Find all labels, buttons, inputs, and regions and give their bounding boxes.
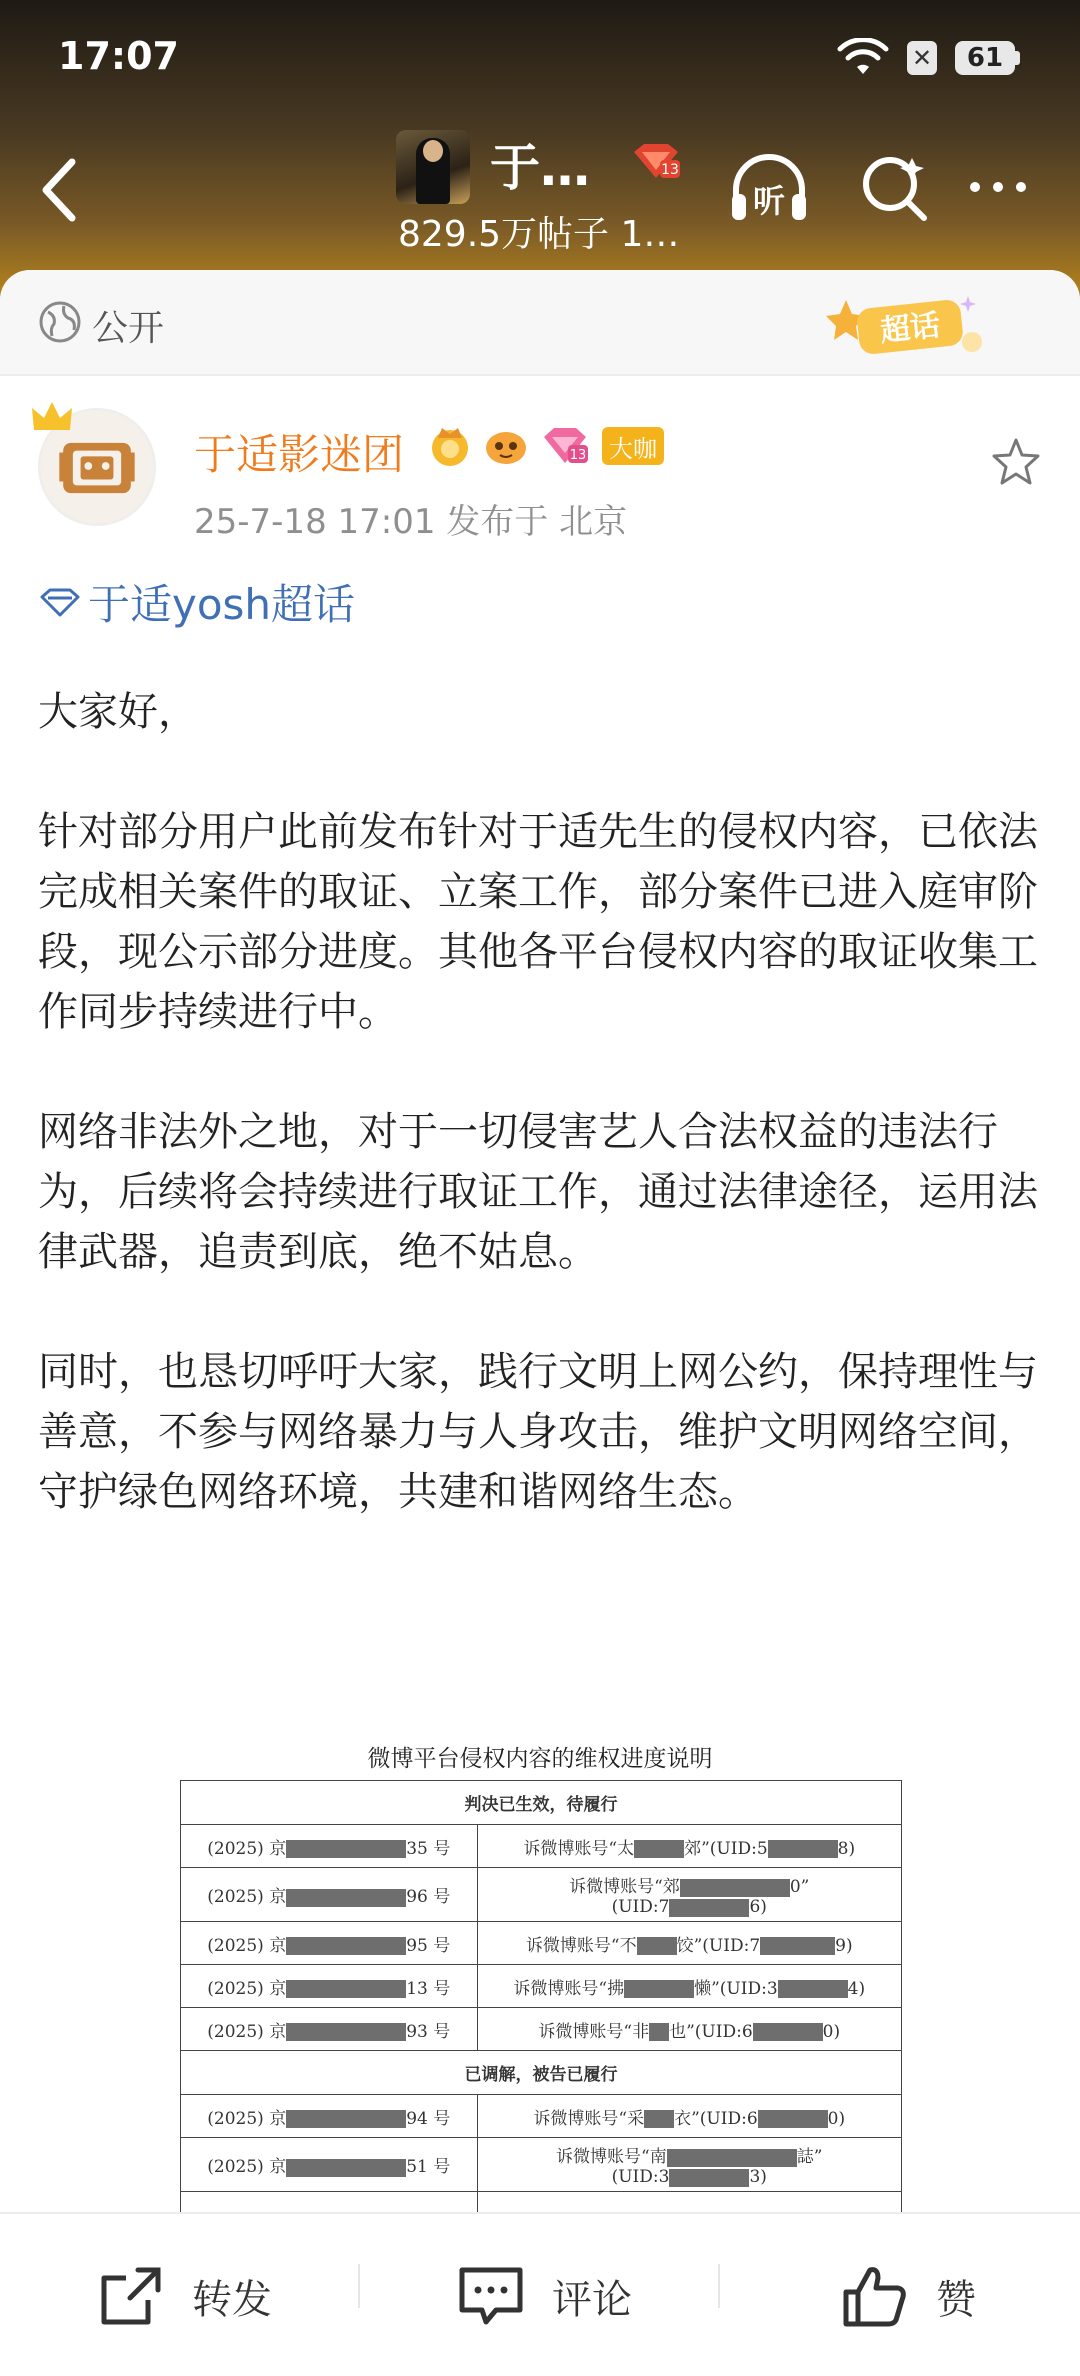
wifi-icon: [837, 38, 889, 78]
diamond-topic-icon: [38, 587, 82, 617]
topic-header: [0, 0, 1080, 300]
favorite-star-icon[interactable]: [990, 436, 1042, 488]
bottom-action-bar: [0, 2212, 1080, 2376]
section-heading: 判决已生效，待履行: [181, 1781, 902, 1825]
section-heading: 已调解，被告已履行: [181, 2051, 902, 2095]
search-icon[interactable]: [858, 152, 932, 226]
post-paragraph: 大家好，: [38, 689, 198, 735]
like-button[interactable]: [840, 2214, 976, 2376]
medal-badge-icon: [428, 424, 472, 468]
divider: [718, 2264, 720, 2308]
topic-stats: 829.5万帖子 1…: [398, 214, 680, 255]
document-title: 微博平台侵权内容的维权进度说明: [367, 1746, 713, 1772]
crown-icon: [30, 400, 76, 436]
case-table: [180, 1780, 902, 2230]
post-paragraph: 针对部分用户此前发布针对于适先生的侵权内容，已依法完成相关案件的取证、立案工作，部分案件已进入庭审阶段，现公示部分进度。其他各平台侵权内容的取证收集工作同步持续进行中。: [38, 809, 1038, 1035]
repost-button[interactable]: [96, 2214, 272, 2376]
no-sim-icon: ✕: [907, 41, 937, 75]
table-row: (2025) 京 93 号 诉微博账号“非 也”(UID:6 0): [181, 2008, 902, 2051]
rank-badge: 大咖: [602, 427, 664, 465]
topic-tag-label: 于适yosh超话: [88, 580, 356, 629]
visibility-label: 公开: [92, 308, 165, 349]
fan-badge-icon: [484, 424, 528, 468]
table-row: (2025) 京 13 号 诉微博账号“拂 懒”(UID:3 4): [181, 1965, 902, 2008]
thumbs-up-icon: [840, 2264, 910, 2328]
more-options-icon[interactable]: [970, 172, 1040, 202]
table-row: (2025) 京 51 号 诉微博账号“南 誌” (UID:3 3): [181, 2138, 902, 2192]
author-name[interactable]: 于适影迷团: [194, 430, 405, 479]
comment-button[interactable]: [456, 2214, 632, 2376]
comment-icon: [456, 2264, 526, 2328]
post-paragraph: 网络非法外之地，对于一切侵害艺人合法权益的违法行为，后续将会持续进行取证工作，通过法律途径，运用法律武器，追责到底，绝不姑息。: [38, 1109, 1038, 1275]
repost-icon: [96, 2264, 166, 2328]
diamond-badge-icon: [540, 425, 590, 467]
globe-icon: [38, 300, 82, 344]
post-meta: 25-7-18 17:01 发布于 北京: [194, 502, 628, 542]
back-arrow-icon[interactable]: [30, 150, 90, 230]
topic-title[interactable]: 于…: [490, 139, 590, 197]
chaohua-label: 超话: [878, 307, 942, 350]
listen-icon[interactable]: [728, 150, 810, 228]
table-row: (2025) 京 35 号 诉微博账号“太 郊”(UID:5 8): [181, 1825, 902, 1868]
topic-avatar[interactable]: [396, 130, 470, 204]
battery-icon: [955, 41, 1020, 75]
table-row: (2025) 京 96 号 诉微博账号“郊 0” (UID:7 6): [181, 1868, 902, 1922]
document-image[interactable]: [160, 1730, 920, 2230]
post-paragraph: 同时，也恳切呼吁大家，践行文明上网公约，保持理性与善意，不参与网络暴力与人身攻击，维护文明网络空间，守护绿色网络环境，共建和谐网络生态。: [38, 1349, 1038, 1515]
svg-text:13: 13: [661, 162, 679, 178]
svg-text:13: 13: [569, 448, 587, 463]
repost-label: 转发: [192, 2276, 272, 2323]
post-card: [0, 270, 1080, 2230]
topic-tag-link[interactable]: [38, 572, 355, 632]
table-row: (2025) 京 95 号 诉微博账号“不 饺”(UID:7 9): [181, 1922, 902, 1965]
status-time: 17:07: [58, 34, 179, 78]
like-label: 赞: [936, 2276, 976, 2323]
post-body: [38, 682, 1038, 1582]
svg-text:听: 听: [752, 182, 786, 220]
diamond-level-icon: [630, 142, 682, 182]
battery-level: 61: [955, 41, 1015, 75]
visibility-row: [0, 270, 1080, 376]
comment-label: 评论: [552, 2276, 632, 2323]
author-badges: [428, 424, 664, 468]
table-row: (2025) 京 94 号 诉微博账号“采 衣”(UID:6 0): [181, 2095, 902, 2138]
divider: [358, 2264, 360, 2308]
status-icons: [837, 38, 1020, 78]
chaohua-badge[interactable]: [822, 290, 992, 362]
